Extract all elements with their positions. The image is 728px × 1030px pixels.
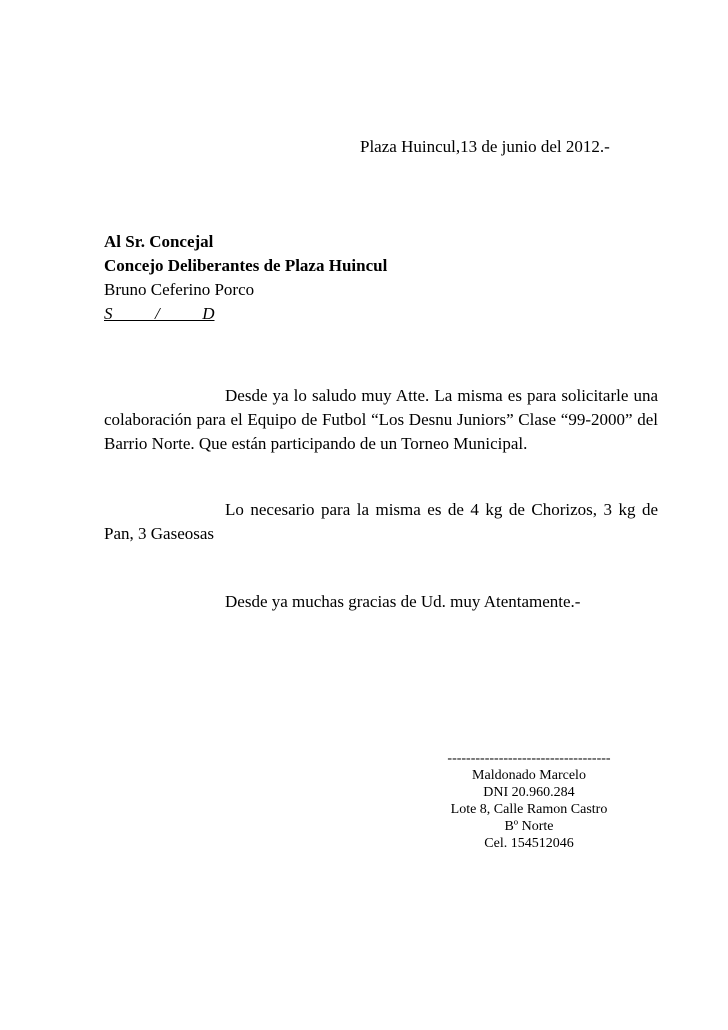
paragraph-closing: Desde ya muchas gracias de Ud. muy Atentamente.- — [225, 592, 581, 611]
addressee-block — [104, 230, 664, 326]
paragraph-request: Desde ya lo saludo muy Atte. La misma es para solicitarle una colaboración para el Equipo de Futbol “Los Desnu Juniors” Clase “99-2000” del Barrio Norte. Que están participando de un Torneo Municipal. — [104, 386, 658, 453]
paragraph-needs: Lo necesario para la misma es de 4 kg de Chorizos, 3 kg de Pan, 3 Gaseosas — [104, 500, 658, 543]
signature-block — [436, 750, 622, 852]
addressee-name: Bruno Ceferino Porco — [104, 280, 255, 299]
addressee-organization: Concejo Deliberantes de Plaza Huincul — [104, 256, 388, 275]
addressee-title: Al Sr. Concejal — [104, 232, 214, 251]
signature-neighborhood: Bº Norte — [504, 819, 554, 834]
addressee-sd: S / D — [104, 304, 215, 323]
date-line: Plaza Huincul,13 de junio del 2012.- — [360, 137, 610, 156]
signature-line: ----------------------------------- — [447, 751, 611, 766]
signature-name: Maldonado Marcelo — [472, 768, 586, 783]
signature-dni: DNI 20.960.284 — [483, 785, 575, 800]
signature-address: Lote 8, Calle Ramon Castro — [450, 802, 608, 817]
signature-phone: Cel. 154512046 — [484, 836, 574, 851]
